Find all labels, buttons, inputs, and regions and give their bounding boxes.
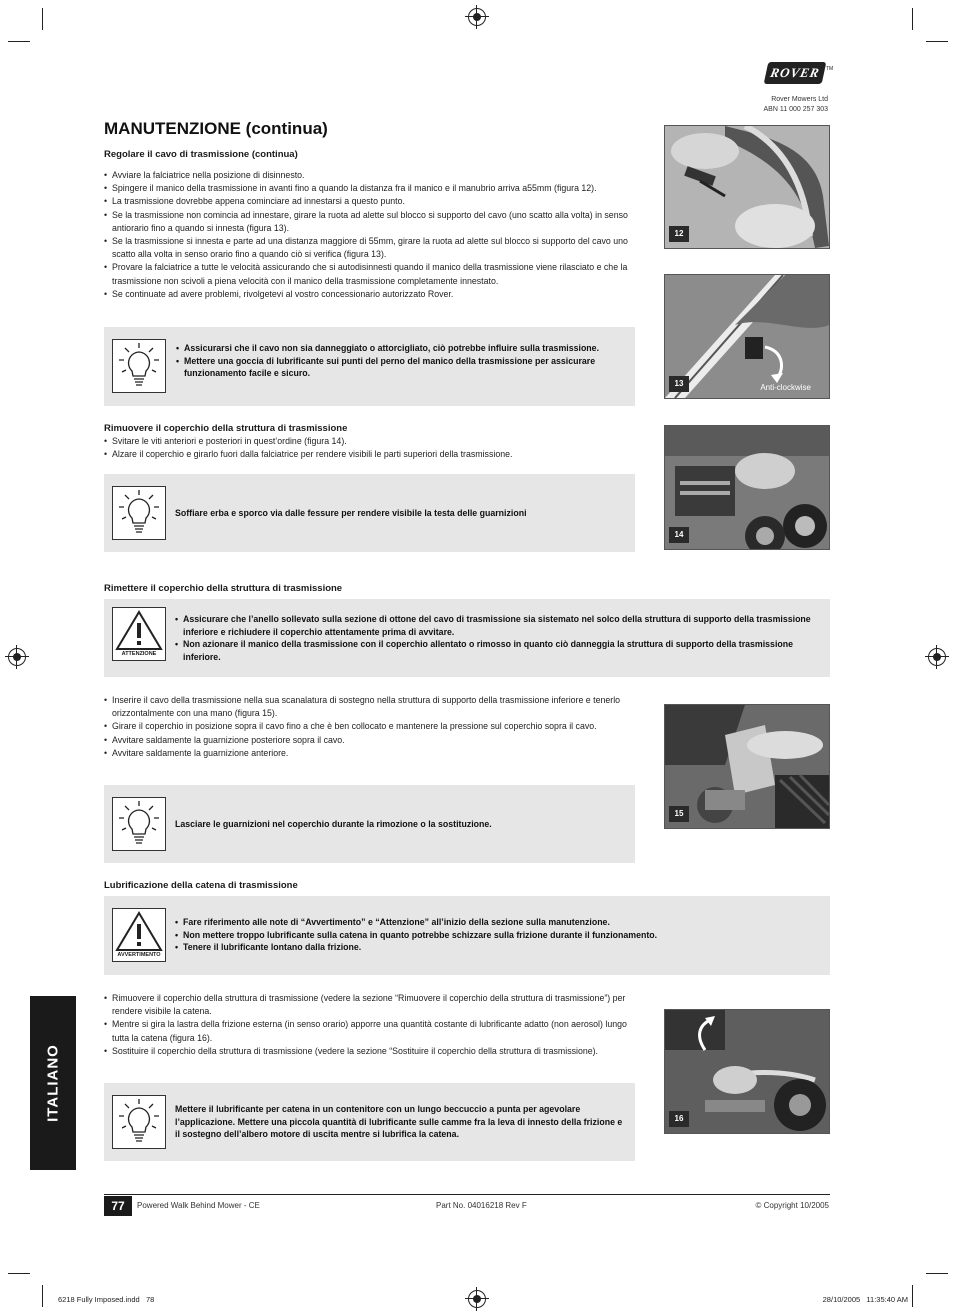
tip-box	[104, 474, 635, 552]
bullet-list	[104, 169, 637, 301]
figure-number: 13	[669, 376, 689, 392]
figure-12-photo	[664, 125, 830, 249]
crop-mark	[42, 1285, 43, 1307]
warning-box	[104, 896, 830, 975]
list-item: • Sostituire il coperchio della struttura di trasmissione (vedere la sezione “Sostituire il coperchio della struttura di trasmissione).	[104, 1045, 637, 1058]
list-item: • Rimuovere il coperchio della struttura di trasmissione (vedere la sezione “Rimuovere il coperchio della struttura di trasmissione”) per rendere visibile la catena.	[104, 992, 637, 1018]
list-item: • Girare il coperchio in posizione sopra il cavo fino a che è ben collocato e mantenere la pressione sul coperchio sopra il cavo.	[104, 720, 637, 733]
footer-copyright: © Copyright 10/2005	[755, 1201, 829, 1210]
list-item: • Se la trasmissione non comincia ad innestare, girare la ruota ad alette sul blocco si supporto del cavo (uno scatto alla volta) in senso antiorario fino a quando si innesta (figura 13).	[104, 209, 637, 235]
figure-number: 16	[669, 1111, 689, 1127]
crop-mark	[42, 8, 43, 30]
figure-number: 14	[669, 527, 689, 543]
figure-number: 12	[669, 226, 689, 242]
company-abn: ABN 11 000 257 303	[763, 106, 828, 113]
list-item: • Alzare il coperchio e girarlo fuori dalla falciatrice per rendere visibili le parti superiori della trasmissione.	[104, 448, 637, 461]
list-item: • Mentre si gira la lastra della frizione esterna (in senso orario) apporre una quantità costante di lubrificante adatto (non aerosol) lungo tutta la catena (figura 16).	[104, 1018, 637, 1044]
slug-filename: 6218 Fully Imposed.indd 78	[58, 1295, 155, 1304]
footer-part-number: Part No. 04016218 Rev F	[436, 1201, 527, 1210]
warning-list	[175, 916, 815, 954]
list-item: • Non azionare il manico della trasmissione con il coperchio allentato o rimosso in quanto ciò danneggia la struttura di supporto della trasmissione inferiore.	[175, 638, 815, 663]
tip-box	[104, 1083, 635, 1161]
rover-logo: ROVER	[764, 62, 827, 84]
figure-13-photo	[664, 274, 830, 399]
crop-mark	[912, 1285, 913, 1307]
list-item: • La trasmissione dovrebbe appena cominciare ad innestarsi a questo punto.	[104, 195, 637, 208]
list-item: • Fare riferimento alle note di “Avvertimento” e “Attenzione” all’inizio della sezione sulla manutenzione.	[175, 916, 815, 929]
list-item: • Se la trasmissione si innesta e parte ad una distanza maggiore di 55mm, girare la ruota ad alette sul blocco si supporto del cavo uno scatto alla volta in senso orario fino a quando ciò si verifica (figura 13).	[104, 235, 637, 261]
list-item: • Inserire il cavo della trasmissione nella sua scanalatura di sostegno nella struttura di supporto della trasmissione inferiore e tenerlo orizzontalmente con una mano (figura 15).	[104, 694, 637, 720]
lightbulb-icon	[112, 1095, 166, 1149]
figure-caption: Anti-clockwise	[760, 383, 811, 392]
registration-mark-icon	[928, 648, 946, 666]
tip-text: Mettere il lubrificante per catena in un contenitore con un lungo beccuccio a punta per agevolare l’applicazione. Mettere una piccola quantità di lubrificante sulle camme fra la leva di innesto della frizione e il sostegno dell’albero motore di uscita mentre si lubrifica la catena.	[175, 1104, 623, 1139]
trademark: TM	[826, 66, 834, 72]
page-title: MANUTENZIONE (continua)	[104, 119, 328, 138]
registration-mark-icon	[8, 648, 26, 666]
warning-list	[175, 613, 815, 663]
warning-label: ATTENZIONE	[121, 651, 157, 657]
bullet-list	[104, 435, 637, 461]
footer-rule	[104, 1194, 830, 1195]
figure-15-photo	[664, 704, 830, 829]
list-item: • Provare la falciatrice a tutte le velocità assicurando che si autodisinnesti quando il manico della trasmissione viene rilasciato e che la trasmissione non scivoli a piena velocità con il manico della trasmissione completamente innestato.	[104, 261, 637, 287]
list-item: • Assicurarsi che il cavo non sia danneggiato o attorcigliato, ciò potrebbe influire sulla trasmissione.	[176, 342, 616, 355]
figure-16-photo	[664, 1009, 830, 1134]
company-info	[742, 95, 828, 115]
lightbulb-icon	[112, 797, 166, 851]
language-tab	[30, 996, 76, 1170]
tip-list	[176, 342, 616, 380]
tip-text: Soffiare erba e sporco via dalle fessure per rendere visibile la testa delle guarnizioni	[175, 508, 527, 518]
tip-box	[104, 327, 635, 406]
list-item: • Non mettere troppo lubrificante sulla catena in quanto potrebbe schizzare sulla frizione durante il funzionamento.	[175, 929, 815, 942]
list-item: • Se continuate ad avere problemi, rivolgetevi al vostro concessionario autorizzato Rover.	[104, 288, 637, 301]
section-heading: Lubrificazione della catena di trasmissione	[104, 880, 298, 891]
section-heading: Regolare il cavo di trasmissione (continua)	[104, 149, 298, 160]
list-item: • Spingere il manico della trasmissione in avanti fino a quando la distanza fra il manico e il manubrio arriva a55mm (figura 12).	[104, 182, 637, 195]
crop-mark	[912, 8, 913, 30]
crop-mark	[926, 41, 948, 42]
crop-mark	[926, 1273, 948, 1274]
crop-mark	[8, 1273, 30, 1274]
list-item: • Mettere una goccia di lubrificante sui punti del perno del manico della trasmissione per assicurare funzionamento facile e sicuro.	[176, 355, 616, 380]
lightbulb-icon	[112, 486, 166, 540]
footer-product: Powered Walk Behind Mower - CE	[137, 1201, 260, 1210]
section-heading: Rimettere il coperchio della struttura di trasmissione	[104, 583, 343, 594]
tip-box	[104, 785, 635, 863]
list-item: • Assicurare che l’anello sollevato sulla sezione di ottone del cavo di trasmissione sia sistemato nel solco della struttura di supporto della trasmissione inferiore e richiudere il coperchio attentamente prima di avvitare.	[175, 613, 815, 638]
figure-14-photo	[664, 425, 830, 550]
language-tab-label: ITALIANO	[44, 1044, 62, 1122]
list-item: • Avviare la falciatrice nella posizione di disinnesto.	[104, 169, 637, 182]
list-item: • Svitare le viti anteriori e posteriori in quest’ordine (figura 14).	[104, 435, 637, 448]
tip-text: Lasciare le guarnizioni nel coperchio durante la rimozione o la sostituzione.	[175, 819, 492, 829]
registration-mark-icon	[468, 8, 486, 26]
crop-mark	[8, 41, 30, 42]
slug-datetime: 28/10/2005 11:35:40 AM	[822, 1295, 908, 1304]
warning-label: AVVERTIMENTO	[117, 952, 161, 958]
list-item: • Avvitare saldamente la guarnizione posteriore sopra il cavo.	[104, 734, 637, 747]
company-name: Rover Mowers Ltd	[771, 96, 828, 103]
warning-triangle-icon	[112, 607, 166, 661]
page-number: 77	[104, 1196, 132, 1216]
warning-box	[104, 599, 830, 677]
warning-triangle-icon	[112, 908, 166, 962]
section-heading: Rimuovere il coperchio della struttura di trasmissione	[104, 423, 348, 434]
bullet-list	[104, 694, 637, 760]
bullet-list	[104, 992, 637, 1058]
list-item: • Tenere il lubrificante lontano dalla frizione.	[175, 941, 815, 954]
registration-mark-icon	[468, 1290, 486, 1308]
list-item: • Avvitare saldamente la guarnizione anteriore.	[104, 747, 637, 760]
lightbulb-icon	[112, 339, 166, 393]
figure-number: 15	[669, 806, 689, 822]
